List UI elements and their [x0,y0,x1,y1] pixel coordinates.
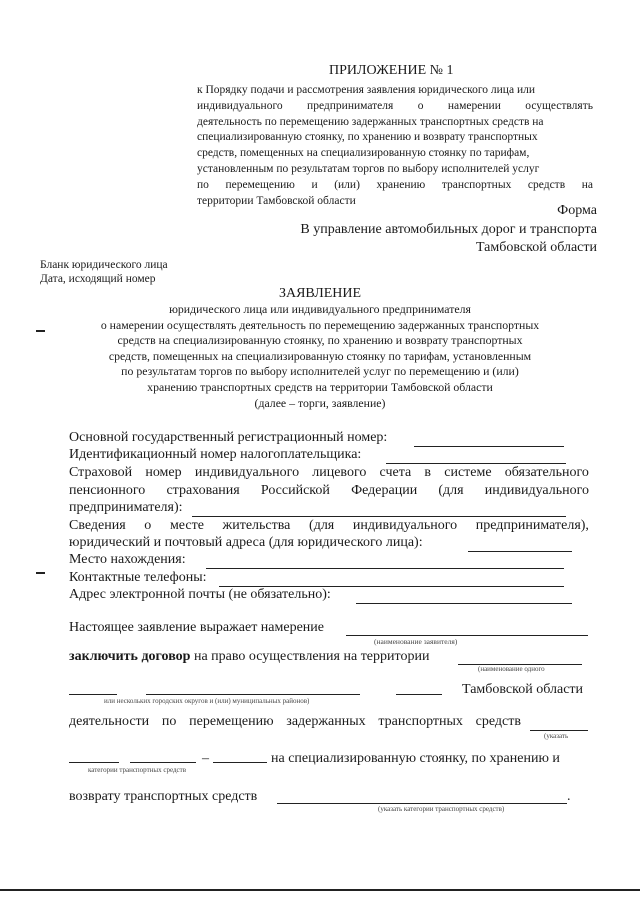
one-territory-hint: (наименование одного [478,665,545,673]
inn-field[interactable] [386,463,566,464]
return-category-field[interactable] [277,803,567,804]
appendix-line: средств, помещенных на специализированную стоянку по тарифам, [197,147,530,160]
address-field[interactable] [468,551,572,552]
appendix-line: индивидуального предпринимателя о намерении осуществлять [197,99,593,112]
districts-field[interactable] [396,694,442,695]
addressee-line: В управление автомобильных дорог и транспорта [300,222,597,237]
appendix-line: по перемещению и (или) хранению транспортных средств на [197,178,593,191]
address-label: юридический и почтовый адреса (для юридического лица): [69,535,423,550]
appendix-heading: ПРИЛОЖЕНИЕ № 1 [329,63,454,78]
category-field[interactable] [69,762,119,763]
snils-label: предпринимателя): [69,500,183,515]
document-title: ЗАЯВЛЕНИЕ [278,286,362,301]
districts-field[interactable] [146,694,360,695]
activity-text: деятельности по перемещению задержанных транспортных средств [69,714,521,729]
districts-field[interactable] [69,694,117,695]
appendix-line: к Порядку подачи и рассмотрения заявления юридического лица или [197,84,535,96]
dash-symbol: – [202,751,209,766]
intent-text: Настоящее заявление выражает намерение [69,620,325,635]
snils-field[interactable] [192,516,566,517]
addressee-line: Тамбовской области [475,240,597,255]
category-field[interactable] [530,730,588,731]
margin-mark [36,572,45,574]
applicant-field[interactable] [346,635,588,636]
inn-label: Идентификационный номер налогоплательщика: [69,447,362,462]
specify-hint: (указать [544,732,569,740]
category-field[interactable] [130,762,196,763]
contract-text: заключить договор на право осуществления на территории [69,649,430,664]
location-label: Место нахождения: [69,552,186,567]
residence-line: Сведения о месте жительства (для индивидуального предпринимателя), [69,518,589,533]
ogrn-label: Основной государственный регистрационный номер: [69,430,388,445]
return-hint: (указать категории транспортных средств) [378,805,505,813]
categories-hint: категории транспортных средств [88,766,186,774]
region-text: Тамбовской области [462,682,584,697]
snils-line: Страховой номер индивидуального лицевого счета в системе обязательного [69,465,589,480]
return-text: возврату транспортных средств [69,789,258,804]
category-field[interactable] [213,762,267,763]
ogrn-field[interactable] [414,446,564,447]
appendix-reference [197,83,593,209]
email-field[interactable] [356,603,572,604]
appendix-line: специализированную стоянку, по хранению и возврату транспортных [197,131,538,144]
document-subtitle: юридического лица или индивидуального предпринимателя о намерении осуществлять деятельность по перемещению задержанных транспортных средств на специализированную стоянку, по хранению и возврату транспортных средств, помещенных на специализированную стоянку по тарифам, установленным по результатам торгов по выбору исполнителей услуг по перемещению и (или) хранению транспортных средств на территории Тамбовской области (далее – торги, заявление) [100,302,540,410]
snils-line: пенсионного страхования Российской Федерации (для индивидуального [69,483,589,498]
letterhead-date: Дата, исходящий номер [40,273,156,285]
form-label: Форма [557,203,597,218]
page-bottom-rule [0,889,640,891]
margin-mark [36,330,45,332]
appendix-line: территории Тамбовской области [197,194,356,207]
appendix-line: деятельность по перемещению задержанных транспортных средств на [197,115,544,128]
districts-hint: или нескольких городских округов и (или) муниципальных районов) [104,697,310,705]
appendix-line: установленным по результатам торгов по выбору исполнителей услуг [197,162,540,175]
return-end: . [567,789,571,804]
applicant-hint: (наименование заявителя) [374,637,458,646]
phones-label: Контактные телефоны: [69,570,207,585]
letterhead-blank: Бланк юридического лица [40,259,168,271]
location-field[interactable] [206,568,564,569]
email-label: Адрес электронной почты (не обязательно): [69,587,331,602]
parking-text: на специализированную стоянку, по хранению и [271,751,560,766]
